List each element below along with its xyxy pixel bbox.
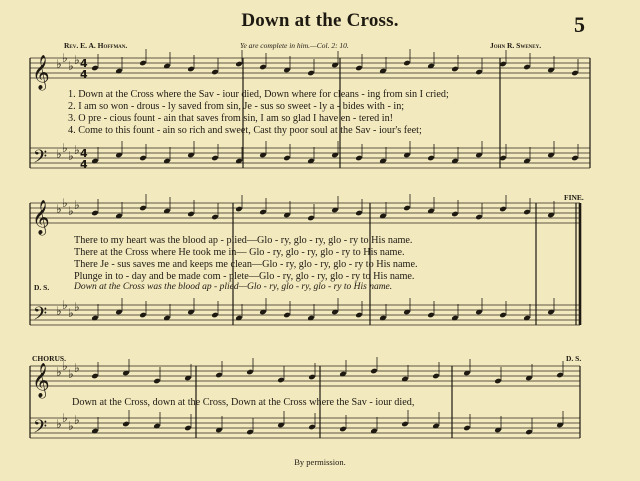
bass-clef-icon: 𝄢 xyxy=(33,417,48,442)
svg-text:4: 4 xyxy=(80,158,88,171)
svg-text:♭: ♭ xyxy=(62,298,68,312)
svg-text:♭: ♭ xyxy=(62,411,68,425)
time-signature: 4 xyxy=(80,57,88,70)
svg-text:♭: ♭ xyxy=(62,196,68,210)
bass-clef-icon: 𝄢 xyxy=(33,147,48,172)
svg-text:4: 4 xyxy=(80,68,88,81)
treble-clef-icon: 𝄞 xyxy=(32,200,50,235)
verse-line-4: 4. Come to this fount - ain so rich and sweet, Cast thy poor soul at the Sav - iour's feet; xyxy=(68,125,422,136)
composer-credit: John R. Sweney. xyxy=(490,41,542,50)
fine-label: FINE. xyxy=(564,193,584,202)
svg-text:♭: ♭ xyxy=(56,57,62,71)
svg-text:♭: ♭ xyxy=(68,59,74,73)
refrain-line-1: There to my heart was the blood ap - plied—Glo - ry, glo - ry, glo - ry to His name. xyxy=(74,235,413,246)
svg-text:♭: ♭ xyxy=(56,202,62,216)
svg-text:♭: ♭ xyxy=(68,306,74,320)
ds-end-label: D. S. xyxy=(566,354,582,363)
permission-note: By permission. xyxy=(294,457,346,467)
svg-text:♭: ♭ xyxy=(74,143,80,157)
verse-line-2: 2. I am so won - drous - ly saved from sin, Je - sus so sweet - ly a - bides with - in; xyxy=(68,101,405,112)
scripture-reference: Ye are complete in him.—Col. 2: 10. xyxy=(240,41,349,50)
svg-text:♭: ♭ xyxy=(74,300,80,314)
svg-text:♭: ♭ xyxy=(74,198,80,212)
treble-clef-icon: 𝄞 xyxy=(32,363,50,398)
svg-text:♭: ♭ xyxy=(68,419,74,433)
bass-clef-icon: 𝄢 xyxy=(33,304,48,329)
svg-text:♭: ♭ xyxy=(68,367,74,381)
svg-text:4: 4 xyxy=(80,147,88,160)
svg-text:♭: ♭ xyxy=(56,365,62,379)
chorus-line: Down at the Cross, down at the Cross, Down at the Cross where the Sav - iour died, xyxy=(72,397,415,408)
treble-clef-icon: 𝄞 xyxy=(32,55,50,90)
refrain-line-2: There at the Cross where He took me in— Glo - ry, glo - ry, glo - ry to His name. xyxy=(74,247,405,258)
svg-text:♭: ♭ xyxy=(68,149,74,163)
author-credit: Rev. E. A. Hoffman. xyxy=(64,41,128,50)
svg-text:♭: ♭ xyxy=(68,204,74,218)
svg-text:♭: ♭ xyxy=(74,361,80,375)
system-2-bass-staff xyxy=(30,305,580,325)
svg-text:♭: ♭ xyxy=(74,53,80,67)
chorus-label: CHORUS. xyxy=(32,354,66,363)
svg-text:♭: ♭ xyxy=(56,304,62,318)
system-2-treble-staff xyxy=(30,203,580,223)
svg-text:♭: ♭ xyxy=(62,51,68,65)
svg-text:♭: ♭ xyxy=(56,147,62,161)
verse-line-1: 1. Down at the Cross where the Sav - iour died, Down where for cleans - ing from sin I cried; xyxy=(68,89,449,100)
refrain-line-3: There Je - sus saves me and keeps me clean—Glo - ry, glo - ry, glo - ry to His name. xyxy=(74,259,418,270)
page-number: 5 xyxy=(574,12,585,37)
hymn-title: Down at the Cross. xyxy=(241,10,399,31)
ds-line: Down at the Cross was the blood ap - plied—Glo - ry, glo - ry, glo - ry to His name. xyxy=(74,282,393,292)
svg-text:♭: ♭ xyxy=(56,417,62,431)
ds-label: D. S. xyxy=(34,283,50,292)
svg-text:♭: ♭ xyxy=(62,359,68,373)
refrain-line-4: Plunge in to - day and be made com - plete—Glo - ry, glo - ry, glo - ry to His name. xyxy=(74,271,415,282)
svg-text:♭: ♭ xyxy=(74,413,80,427)
verse-line-3: 3. O pre - cious fount - ain that saves from sin, I am so glad I have en - tered in! xyxy=(68,113,394,124)
svg-text:♭: ♭ xyxy=(62,141,68,155)
